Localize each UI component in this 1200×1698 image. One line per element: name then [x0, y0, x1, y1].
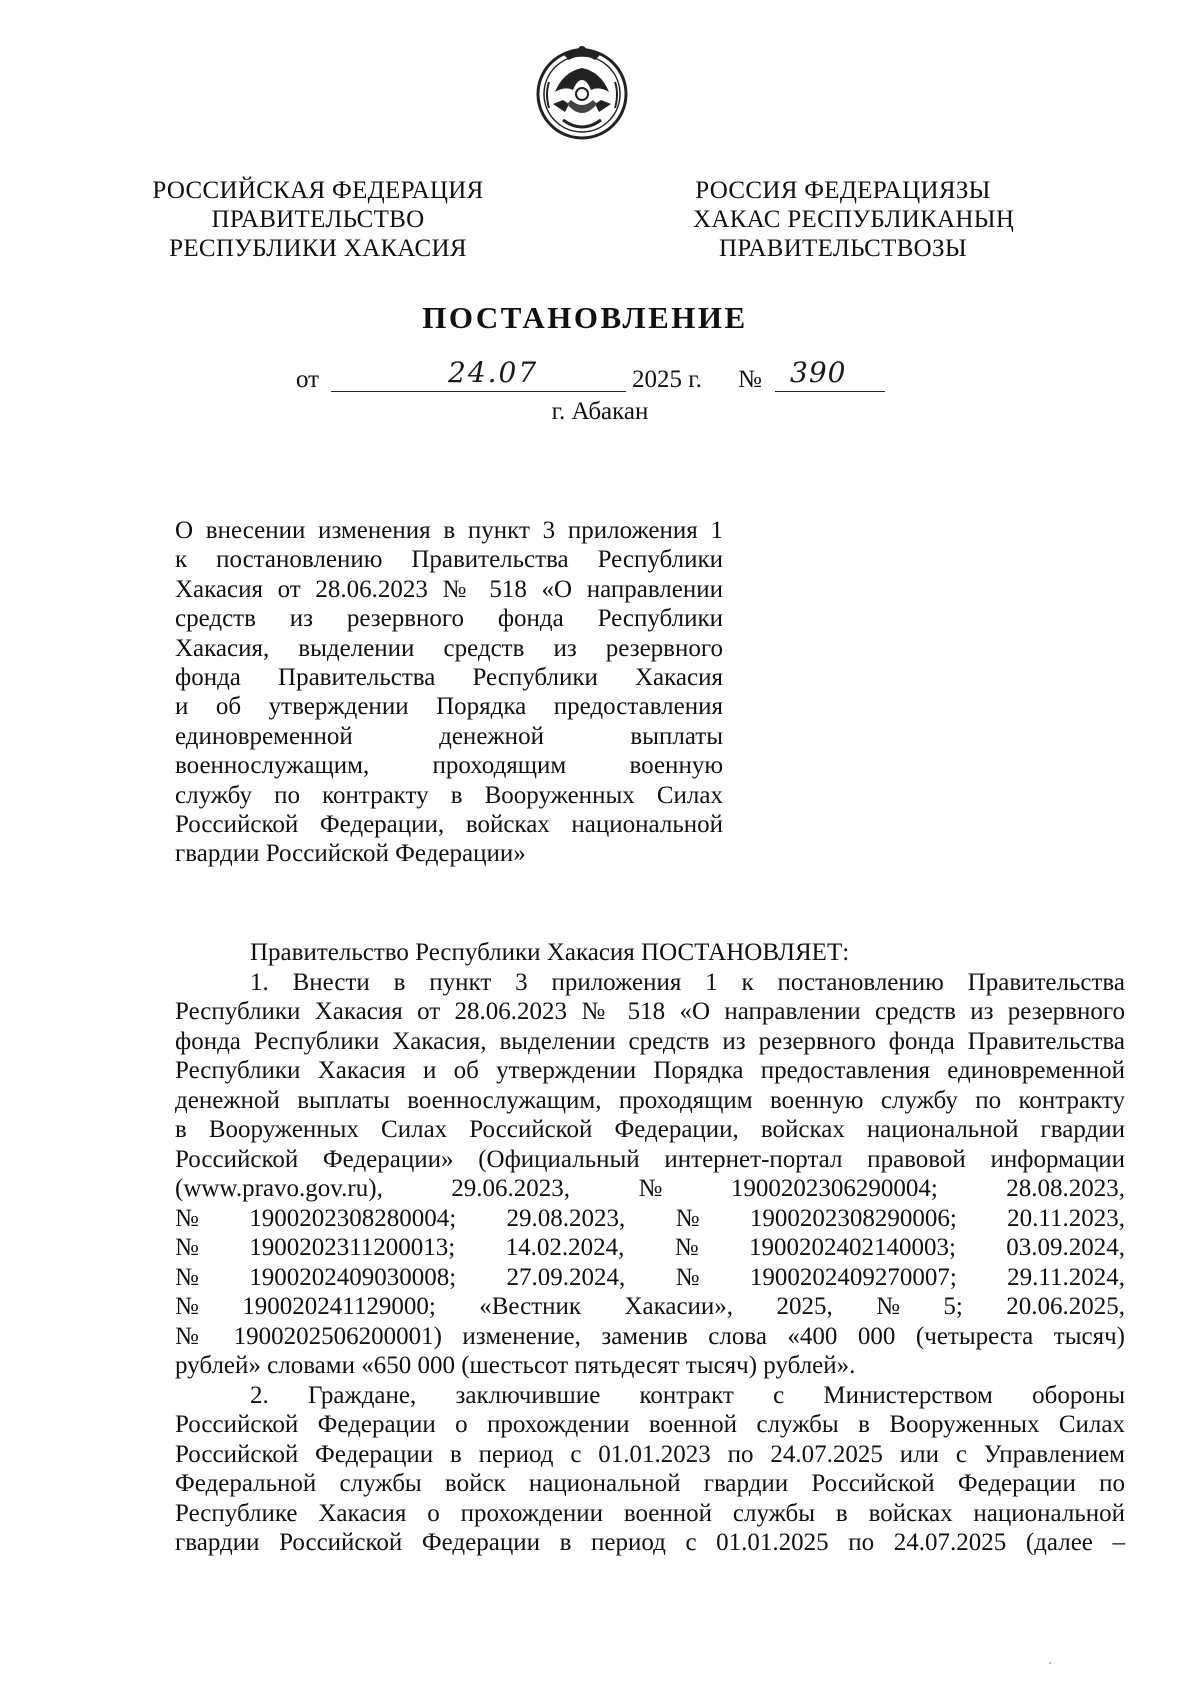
- paragraph-2-word: контракт: [639, 1381, 734, 1409]
- registry-cell: 1900202402140003;: [748, 1234, 956, 1261]
- document-title: ПОСТАНОВЛЕНИЕ: [422, 300, 748, 335]
- registry-cell: 28.08.2023,: [1006, 1175, 1125, 1202]
- header-left-line: ПРАВИТЕЛЬСТВО: [211, 206, 425, 233]
- subject-line: к постановлению Правительства Республики: [175, 546, 723, 574]
- subject-line: Хакасия, выделении средств из резервного: [175, 634, 723, 662]
- registry-cell: 20.11.2023,: [1007, 1204, 1125, 1232]
- registry-row: [175, 1174, 1125, 1204]
- paragraph-1-line: Российской Федерации» (Официальный интернет-портал правовой информации: [175, 1145, 1125, 1173]
- paragraph-2-line: Российской Федерации в период с 01.01.2023 по 24.07.2025 или с Управлением: [175, 1440, 1125, 1468]
- registry-cell: 1900202308280004;: [249, 1204, 457, 1232]
- registry-cell: 1900202409030008;: [249, 1263, 457, 1291]
- paragraph-2-word: Министерством: [823, 1381, 993, 1409]
- subject-line: единовременной денежной выплаты: [175, 722, 723, 750]
- paragraph-1-line: Республики Хакасия и об утверждении Порядка предоставления единовременной: [175, 1057, 1125, 1084]
- subject-line: службу по контракту в Вооруженных Силах: [175, 781, 723, 809]
- subject-line: и об утверждении Порядка предоставления: [175, 693, 723, 721]
- registry-cell: 1900202308290006;: [749, 1204, 957, 1232]
- paragraph-2-word: заключившие: [455, 1381, 601, 1409]
- subject-line: гвардии Российской Федерации»: [175, 840, 526, 868]
- header-right-line: РОССИЯ ФЕДЕРАЦИЯЗЫ: [695, 177, 991, 204]
- registry-cell: 27.09.2024,: [506, 1263, 626, 1291]
- subject-line: Российской Федерации, войсках национальной: [175, 810, 723, 838]
- registry-row: [175, 1292, 1125, 1322]
- registry-cell: №: [175, 1234, 199, 1261]
- paragraph-1-tail-line: № 1900202506200001) изменение, заменив слова «400 000 (четыреста тысяч): [175, 1322, 1125, 1350]
- subject-line: фонда Правительства Республики Хакасия: [175, 663, 723, 691]
- paragraph-2-line: гвардии Российской Федерации в период с 01.01.2025 по 24.07.2025 (далее –: [175, 1529, 1125, 1556]
- header-right-line: ПРАВИТЕЛЬСТВОЗЫ: [719, 235, 967, 262]
- date-underline: [331, 391, 626, 392]
- paragraph-2-line: Российской Федерации о прохождении военной службы в Вооруженных Силах: [175, 1411, 1125, 1438]
- registry-row: [175, 1233, 1125, 1263]
- registry-cell: №: [175, 1293, 199, 1320]
- subject-line: военнослужащим, проходящим военную: [175, 752, 723, 780]
- subject-line: Хакасия от 28.06.2023 № 518 «О направлении: [175, 575, 723, 603]
- handwritten-number: 390: [790, 356, 847, 389]
- registry-cell: 29.11.2024,: [1007, 1263, 1125, 1291]
- registry-cell: 1900202311200013;: [249, 1234, 456, 1261]
- header-right: [693, 176, 1015, 263]
- paragraph-1-line: Республики Хакасия от 28.06.2023 № 518 «О направлении средств из резервного: [175, 998, 1125, 1025]
- number-sign: №: [738, 366, 762, 393]
- registry-cell: 03.09.2024,: [1006, 1234, 1125, 1261]
- khakassia-coat-of-arms-icon: [533, 42, 631, 142]
- registry-cell: №: [876, 1293, 900, 1320]
- registry-cell: 20.06.2025,: [1006, 1293, 1125, 1320]
- number-underline: [775, 391, 885, 392]
- registry-cell: №: [674, 1234, 699, 1261]
- paragraph-2-word: с: [773, 1381, 785, 1409]
- registry-cell: №: [175, 1204, 199, 1232]
- registry-cell: 1900202409270007;: [749, 1263, 957, 1291]
- date-year: 2025 г.: [632, 366, 702, 393]
- registry-cell: 5;: [943, 1293, 963, 1320]
- registry-cell: 29.08.2023,: [506, 1204, 626, 1232]
- header-left: [148, 176, 488, 263]
- registry-cell: «Вестник: [479, 1293, 582, 1320]
- registry-cell: 14.02.2024,: [505, 1234, 625, 1261]
- header-left-line: РЕСПУБЛИКИ ХАКАСИЯ: [169, 235, 467, 262]
- document-body: [175, 938, 1125, 1558]
- paragraph-1-line: денежной выплаты военнослужащим, проходящим военную службу по контракту: [175, 1086, 1125, 1114]
- subject-block: [175, 516, 723, 869]
- registry-cell: №: [675, 1204, 700, 1232]
- date-prefix: от: [296, 366, 320, 393]
- header-right-line: ХАКАС РЕСПУБЛИКАНЫҢ: [693, 206, 1015, 233]
- registry-row: [175, 1263, 1125, 1293]
- header-left-line: РОССИЙСКАЯ ФЕДЕРАЦИЯ: [152, 177, 484, 204]
- registry-cell: №: [175, 1263, 199, 1291]
- paragraph-1-tail-line: рублей» словами «650 000 (шестьсот пятьдесят тысяч) рублей».: [175, 1352, 856, 1379]
- registry-cell: 190020241129000;: [242, 1293, 436, 1320]
- registry-cell: (www.pravo.gov.ru),: [175, 1175, 383, 1202]
- registry-cell: Хакасии»,: [624, 1293, 734, 1320]
- registry-row: [175, 1204, 1125, 1234]
- paragraph-1-line: в Вооруженных Силах Российской Федерации, войсках национальной гвардии: [175, 1116, 1125, 1143]
- paragraph-2-first-line: [175, 1381, 1125, 1411]
- handwritten-date: 24.07: [448, 356, 539, 389]
- registry-cell: №: [675, 1263, 700, 1291]
- paragraph-2-line: Федеральной службы войск национальной гвардии Российской Федерации по: [175, 1470, 1125, 1497]
- preamble: Правительство Республики Хакасия ПОСТАНОВЛЯЕТ:: [250, 939, 850, 966]
- registry-cell: 1900202306290004;: [730, 1175, 938, 1202]
- scan-speck: [1049, 1662, 1051, 1664]
- city: г. Абакан: [551, 398, 649, 425]
- paragraph-1-line: 1. Внести в пункт 3 приложения 1 к постановлению Правительства: [250, 968, 1125, 996]
- paragraph-2-word: Граждане,: [307, 1381, 417, 1409]
- subject-line: О внесении изменения в пункт 3 приложения 1: [175, 517, 723, 544]
- paragraph-2-word: 2.: [250, 1381, 269, 1409]
- subject-line: средств из резервного фонда Республики: [175, 605, 723, 633]
- registry-cell: 29.06.2023,: [451, 1175, 571, 1202]
- registry-cell: №: [638, 1175, 663, 1202]
- paragraph-1-line: фонда Республики Хакасия, выделении средств из резервного фонда Правительства: [175, 1027, 1125, 1055]
- registry-cell: 2025,: [776, 1293, 833, 1320]
- paragraph-2-line: Республике Хакасия о прохождении военной службы в войсках национальной: [175, 1499, 1125, 1527]
- paragraph-2-word: обороны: [1032, 1381, 1125, 1409]
